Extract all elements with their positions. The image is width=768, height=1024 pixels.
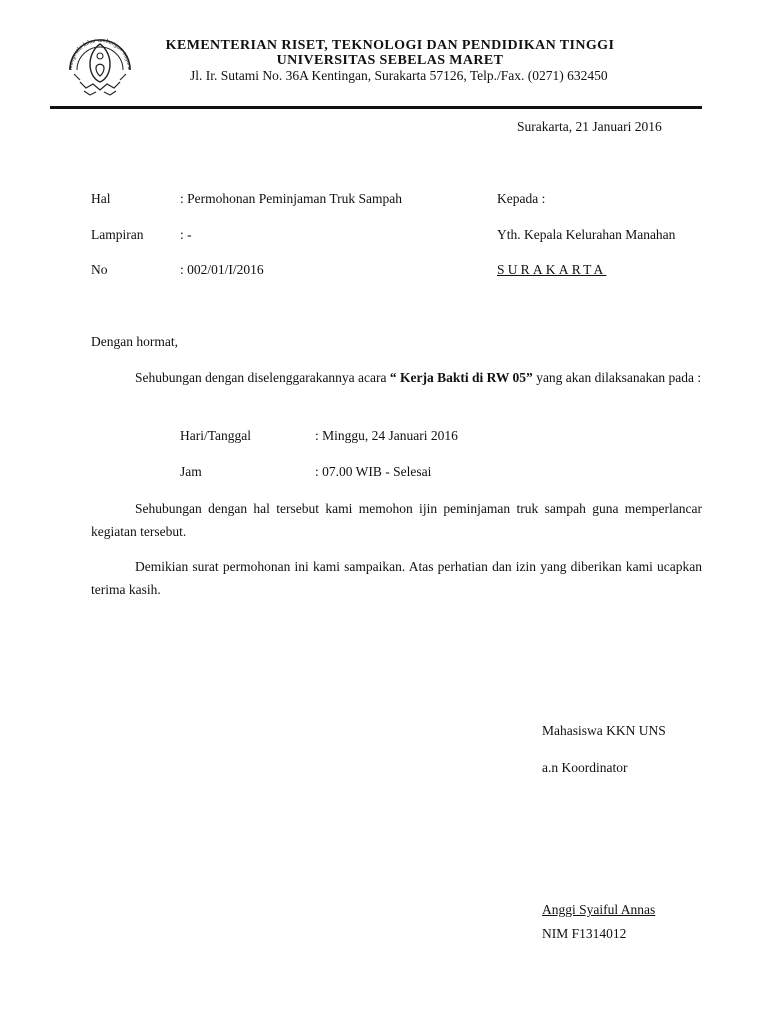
hal-value: : Permohonan Peminjaman Truk Sampah xyxy=(180,191,402,206)
signature-name: Anggi Syaiful Annas xyxy=(542,902,656,917)
hal-label: Hal xyxy=(91,191,111,206)
paragraph-event xyxy=(91,366,702,389)
day-value: : Minggu, 24 Januari 2016 xyxy=(315,428,458,443)
recipient-city: SURAKARTA xyxy=(497,262,607,277)
letterhead-ministry: KEMENTERIAN RISET, TEKNOLOGI DAN PENDIDIKAN TINGGI xyxy=(165,38,615,53)
time-label: Jam xyxy=(180,464,202,479)
signature-nim: NIM F1314012 xyxy=(542,926,627,941)
paragraph-event-intro: Sehubungan dengan diselenggarakannya acara xyxy=(135,370,390,385)
paragraph-request: Sehubungan dengan hal tersebut kami memohon ijin peminjaman truk sampah guna memperlancar kegiatan tersebut. xyxy=(91,501,702,539)
lampiran-value: : - xyxy=(180,227,192,242)
signature-title: Mahasiswa KKN UNS xyxy=(542,723,666,738)
letterhead-address: Jl. Ir. Sutami No. 36A Kentingan, Surakarta 57126, Telp./Fax. (0271) 632450 xyxy=(190,68,608,83)
letterhead-university: UNIVERSITAS SEBELAS MARET xyxy=(276,53,504,68)
signature-role: a.n Koordinator xyxy=(542,760,628,775)
recipient-name: Yth. Kepala Kelurahan Manahan xyxy=(497,227,676,242)
event-name: “ Kerja Bakti di RW 05” xyxy=(389,370,533,385)
paragraph-closing: Demikian surat permohonan ini kami sampaikan. Atas perhatian dan izin yang diberikan kami ucapkan terima kasih. xyxy=(91,559,702,597)
no-label: No xyxy=(91,262,108,277)
paragraph-event-outro: yang akan dilaksanakan pada : xyxy=(532,370,702,385)
no-value: : 002/01/I/2016 xyxy=(180,262,264,277)
letterhead-rule xyxy=(50,106,702,109)
place-date: Surakarta, 21 Januari 2016 xyxy=(517,119,662,134)
recipient-to-label: Kepada : xyxy=(497,191,546,206)
time-value: : 07.00 WIB - Selesai xyxy=(315,464,432,479)
logo-inscription: mangesthi luhur ambangun nagara xyxy=(66,36,134,71)
lampiran-label: Lampiran xyxy=(91,227,144,242)
svg-text:mangesthi luhur ambangun nagar xyxy=(67,37,133,70)
greeting: Dengan hormat, xyxy=(91,334,178,349)
day-label: Hari/Tanggal xyxy=(180,428,252,443)
uns-emblem-icon xyxy=(60,30,140,98)
